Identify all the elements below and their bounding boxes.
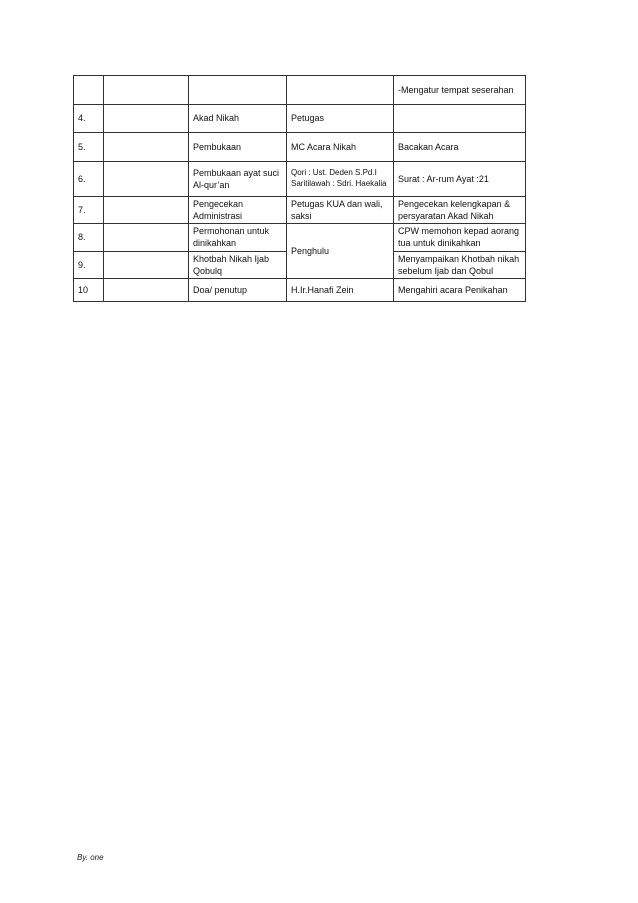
cell-acara: Doa/ penutup — [189, 278, 287, 301]
cell-petugas: Petugas KUA dan wali, saksi — [287, 197, 394, 224]
cell-empty — [104, 251, 189, 278]
cell-keterangan: Pengecekan kelengkapan & persyaratan Akad Nikah — [394, 197, 526, 224]
cell-petugas: Qori : Ust. Deden S.Pd.I Saritilawah : Sdri. Haekalia — [287, 162, 394, 197]
cell-acara: Permohonan untuk dinikahkan — [189, 224, 287, 251]
cell-keterangan: Menyampaikan Khotbah nikah sebelum Ijab dan Qobul — [394, 251, 526, 278]
footer-signature: By. one — [77, 853, 104, 862]
wedding-schedule-table — [73, 75, 526, 302]
cell-keterangan: -Mengatur tempat seserahan — [394, 76, 526, 105]
cell-empty — [104, 162, 189, 197]
cell-petugas: Penghulu — [287, 224, 394, 279]
cell-no: 7. — [74, 197, 104, 224]
cell-no: 9. — [74, 251, 104, 278]
cell-petugas: Petugas — [287, 105, 394, 133]
cell-no: 6. — [74, 162, 104, 197]
cell-keterangan: Mengahiri acara Penikahan — [394, 278, 526, 301]
cell-empty — [104, 197, 189, 224]
table-row — [74, 278, 526, 301]
cell-keterangan: CPW memohon kepad aorang tua untuk dinikahkan — [394, 224, 526, 251]
cell-acara: Akad Nikah — [189, 105, 287, 133]
cell-empty — [104, 133, 189, 162]
cell-empty — [104, 105, 189, 133]
cell-no — [74, 76, 104, 105]
cell-keterangan: Bacakan Acara — [394, 133, 526, 162]
cell-empty — [104, 278, 189, 301]
table-row — [74, 105, 526, 133]
cell-petugas: H.Ir.Hanafi Zein — [287, 278, 394, 301]
cell-keterangan: Surat : Ar-rum Ayat :21 — [394, 162, 526, 197]
table-row — [74, 133, 526, 162]
table-row — [74, 76, 526, 105]
cell-no: 10 — [74, 278, 104, 301]
cell-petugas: MC Acara Nikah — [287, 133, 394, 162]
table-row — [74, 162, 526, 197]
cell-acara — [189, 76, 287, 105]
table-row — [74, 197, 526, 224]
cell-empty — [104, 76, 189, 105]
cell-no: 4. — [74, 105, 104, 133]
cell-petugas — [287, 76, 394, 105]
cell-no: 5. — [74, 133, 104, 162]
cell-acara: Pengecekan Administrasi — [189, 197, 287, 224]
cell-acara: Khotbah Nikah Ijab Qobulq — [189, 251, 287, 278]
cell-keterangan — [394, 105, 526, 133]
cell-no: 8. — [74, 224, 104, 251]
cell-acara: Pembukaan ayat suci Al-qur’an — [189, 162, 287, 197]
cell-acara: Pembukaan — [189, 133, 287, 162]
table-row — [74, 224, 526, 251]
cell-empty — [104, 224, 189, 251]
